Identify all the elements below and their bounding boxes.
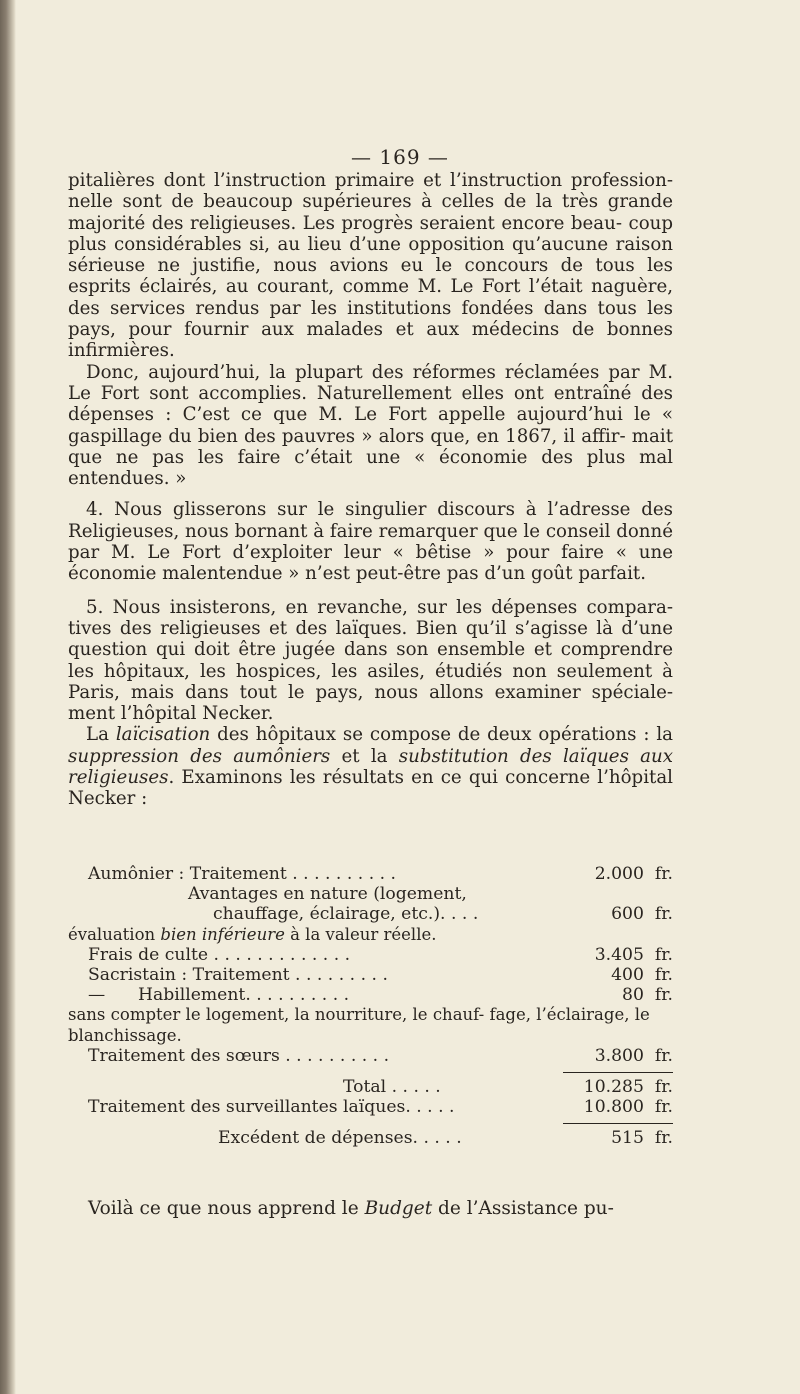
sans-compter-note: sans compter le logement, la nourriture, le chauf- fage, l’éclairage, le blanchissage. [68,1005,650,1045]
total-rule [563,1072,673,1073]
page-number: — 169 — [351,145,449,169]
book-gutter [0,0,16,1394]
paragraph-5: 5. Nous insisterons, en revanche, sur les dépenses compara- tives des religieuses et des laïques. Bien qu’il s’agisse là d’une question qui doit être jugée dans son ensemble et comprendre les hôpitaux, les hospices, les asiles, étudiés non seulement à Paris, mais dans tout le pays, nous allons examiner spéciale- ment l’hôpital Necker. [68,596,673,725]
row-avantages: chauffage, éclairage, etc.). . . . 600 fr. [213,904,673,925]
row-aumonier: Aumônier : Traitement . . . . . . . . . . 2.000 fr. [88,864,673,884]
row-habillement: — Habillement. . . . . . . . . . 80 fr. [88,985,673,1006]
avantages-line-1: Avantages en nature (logement, [188,884,467,905]
paragraph-4: 4. Nous glisserons sur le singulier discours à l’adresse des Religieuses, nous bornant à faire remarquer que le conseil donné par M. Le Fort d’exploiter leur « bêtise » pour faire « une économie malentendue » n’est peut-être pas d’un goût parfait. [68,499,673,585]
row-total: Total . . . . . 10.285 fr. [343,1077,673,1098]
paragraph-continuation: pitalières dont l’instruction primaire et l’instruction profession- nelle sont de beaucoup supérieures à celles de la très grande majorité des religieuses. Les progrès seraient encore beau- coup plus considérables si, au lieu d’une opposition qu’aucune raison sérieuse ne justifie, nous avions eu le concours de tous les esprits éclairés, au courant, comme M. Le Fort l’était naguère, des services rendus par les institutions fondées dans tous les pays, pour fournir aux malades et aux médecins de bonnes infirmières. [68,170,673,362]
row-soeurs: Traitement des sœurs . . . . . . . . . . 3.800 fr. [88,1045,673,1066]
evaluation-note: évaluation bien inférieure à la valeur réelle. [68,924,437,944]
excedent-rule [563,1123,673,1124]
paragraph-laicisation: La laïcisation des hôpitaux se compose de deux opérations : la suppression des aumôniers et la substitution des laïques aux religieuses. Examinons les résultats en ce qui concerne l’hôpital Necker : [68,724,673,810]
row-excedent: Excédent de dépenses. . . . . 515 fr. [218,1128,673,1149]
expense-table [68,864,673,1149]
row-surveillantes: Traitement des surveillantes laïques. . . . . 10.800 fr. [88,1097,673,1118]
row-sacristain: Sacristain : Traitement . . . . . . . . . 400 fr. [88,965,673,986]
closing-line: Voilà ce que nous apprend le Budget de l’Assistance pu- [88,1198,614,1219]
body-text [68,170,673,810]
paragraph-donc: Donc, aujourd’hui, la plupart des réformes réclamées par M. Le Fort sont accomplies. Naturellement elles ont entraîné des dépenses : C’est ce que M. Le Fort appelle aujourd’hui le « gaspillage du bien des pauvres » alors que, en 1867, il affir- mait que ne pas les faire c’était une « économie des plus mal entendues. » [68,361,673,490]
row-frais-culte: Frais de culte . . . . . . . . . . . . . 3.405 fr. [88,944,673,965]
